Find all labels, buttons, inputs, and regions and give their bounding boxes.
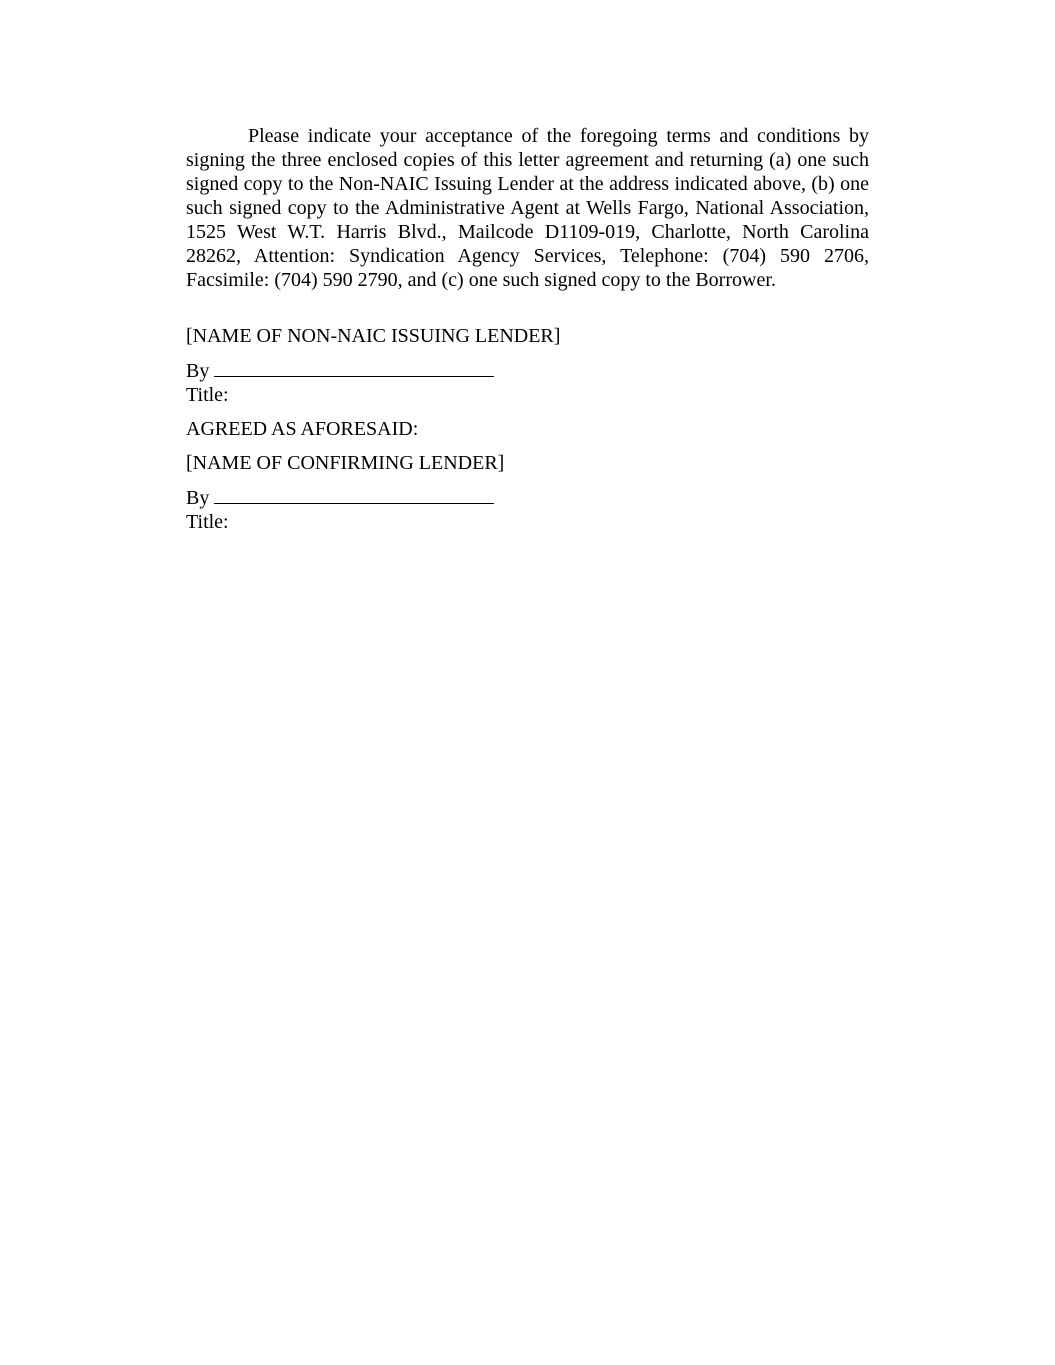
by-label: By xyxy=(186,360,210,382)
signature-blank xyxy=(214,358,494,377)
agreed-heading: AGREED AS AFORESAID: xyxy=(186,418,419,440)
issuing-lender-signature-line xyxy=(186,358,869,383)
issuing-lender-name: [NAME OF NON-NAIC ISSUING LENDER] xyxy=(186,325,561,347)
confirming-lender-name: [NAME OF CONFIRMING LENDER] xyxy=(186,452,505,474)
document-page xyxy=(186,124,869,534)
acceptance-paragraph: Please indicate your acceptance of the foregoing terms and conditions by signing the three enclosed copies of this letter agreement and returning (a) one such signed copy to the Non-NAIC Issuing Lender at the address indicated above, (b) one such signed copy to the Administrative Agent at Wells Fargo, National Association, 1525 West W.T. Harris Blvd., Mailcode D1109-019, Charlotte, North Carolina 28262, Attention: Syndication Agency Services, Telephone: (704) 590 2706, Facsimile: (704) 590 2790, and (c) one such signed copy to the Borrower. xyxy=(186,125,869,291)
confirming-lender-signature-line xyxy=(186,485,869,510)
by-label: By xyxy=(186,487,210,509)
confirming-lender-title: Title: xyxy=(186,511,229,533)
issuing-lender-title: Title: xyxy=(186,384,229,406)
signature-blank xyxy=(214,485,494,504)
